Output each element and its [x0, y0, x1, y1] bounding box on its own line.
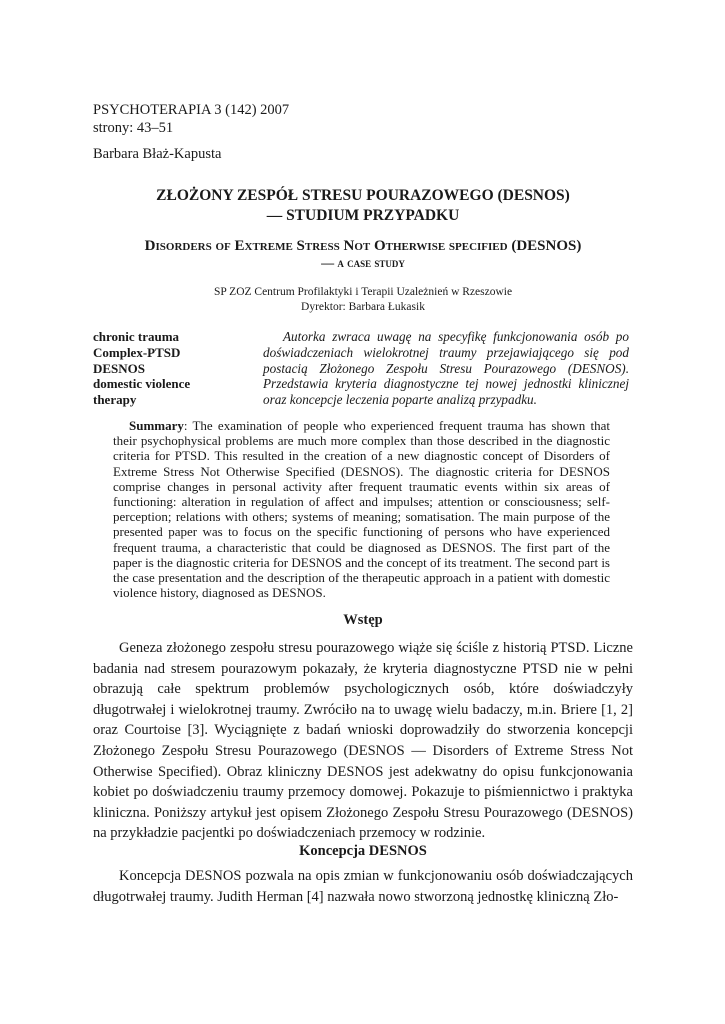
director: Dyrektor: Barbara Łukasik [301, 301, 425, 313]
polish-abstract: Autorka zwraca uwagę na specyfikę funkcjonowania osób po doświadczeniach wielokrotnej traumy przejawiającego się pod postacią Złożonego Zespołu Stresu Pourazowego (DESNOS). Przedstawia kryteria diagnostyczne tej nowej jednostki klinicznej oraz koncepcje leczenia poparte analizą przypadku. [263, 329, 629, 408]
section-heading-intro: Wstęp [343, 612, 383, 628]
english-title-line-2: — a case study [321, 255, 405, 270]
author-name: Barbara Błaż-Kapusta [93, 146, 222, 162]
keywords-list [93, 329, 253, 408]
english-title-line-1: Disorders of Extreme Stress Not Otherwise specified (DESNOS) [144, 238, 582, 254]
journal-citation: PSYCHOTERAPIA 3 (142) 2007 [93, 102, 290, 118]
article-title-line-1: ZŁOŻONY ZESPÓŁ STRESU POURAZOWEGO (DESNOS) [156, 187, 570, 204]
keyword: Complex-PTSD [93, 344, 181, 360]
affiliation: SP ZOZ Centrum Profilaktyki i Terapii Uzależnień w Rzeszowie [213, 286, 513, 298]
page-range: strony: 43–51 [93, 120, 174, 136]
english-summary [113, 418, 610, 600]
summary-text: : The examination of people who experienced frequent trauma has shown that their psychophysical problems are much more complex than those described in the diagnostic criteria for PTSD. This resulted in the creation of a new diagnostic concept of Disorders of Extreme Stress Not Otherwise Specified (DESNOS). The diagnostic criteria for DESNOS comprise changes in personal activity after frequent traumatic events within six areas of functioning: alteration in regulation of affect and impulses; attention or consciousness; self-perception; relations with others; systems of meaning; somatisation. The main purpose of the presented paper was to focus on the specific functioning of persons who have experienced frequent trauma, a characteristic that could be diagnosed as DESNOS. The first part of the paper is the diagnostic criteria for DESNOS and the concept of its treatment. The second part is the case presentation and the description of the therapeutic approach in a patient with domestic violence history, diagnosed as DESNOS. [113, 418, 610, 601]
article-title-line-2: — STUDIUM PRZYPADKU [266, 207, 460, 224]
keyword: chronic trauma [93, 329, 180, 344]
section-body-intro: Geneza złożonego zespołu stresu pourazowego wiąże się ściśle z historią PTSD. Liczne badania nad stresem pourazowym pokazały, że kryteria diagnostyczne PTSD nie w pełni obrazują całe spektrum problemów psychologicznych osób, które doświadczyły długotrwałej i wielokrotnej traumy. Zwróciło na to uwagę wielu badaczy, m.in. Briere [1, 2] oraz Courtoise [3]. Wyciągnięte z badań wnioski doprowadziły do stworzenia koncepcji Złożonego Zespołu Stresu Pourazowego (DESNOS — Disorders of Extreme Stress Not Otherwise Specified). Obraz kliniczny DESNOS jest adekwatny do opisu funkcjonowania kobiet po doświadczeniu traumy przemocy domowej. Pokazuje to piśmiennictwo i praktyka kliniczna. Poniższy artykuł jest opisem Złożonego Zespołu Stresu Pourazowego (DESNOS) na przykładzie pacjentki po doświadczeniach przemocy w rodzinie. [93, 640, 633, 842]
keyword: domestic violence [93, 376, 191, 392]
section-body-desnos-concept: Koncepcja DESNOS pozwala na opis zmian w funkcjonowaniu osób doświadczających długotrwałej traumy. Judith Herman [4] nazwała nowo stworzoną jednostkę kliniczną Zło- [93, 868, 633, 905]
keyword: DESNOS [93, 360, 146, 376]
keyword: therapy [93, 392, 137, 408]
summary-label: Summary [129, 418, 184, 433]
section-heading-desnos-concept: Koncepcja DESNOS [299, 843, 427, 859]
